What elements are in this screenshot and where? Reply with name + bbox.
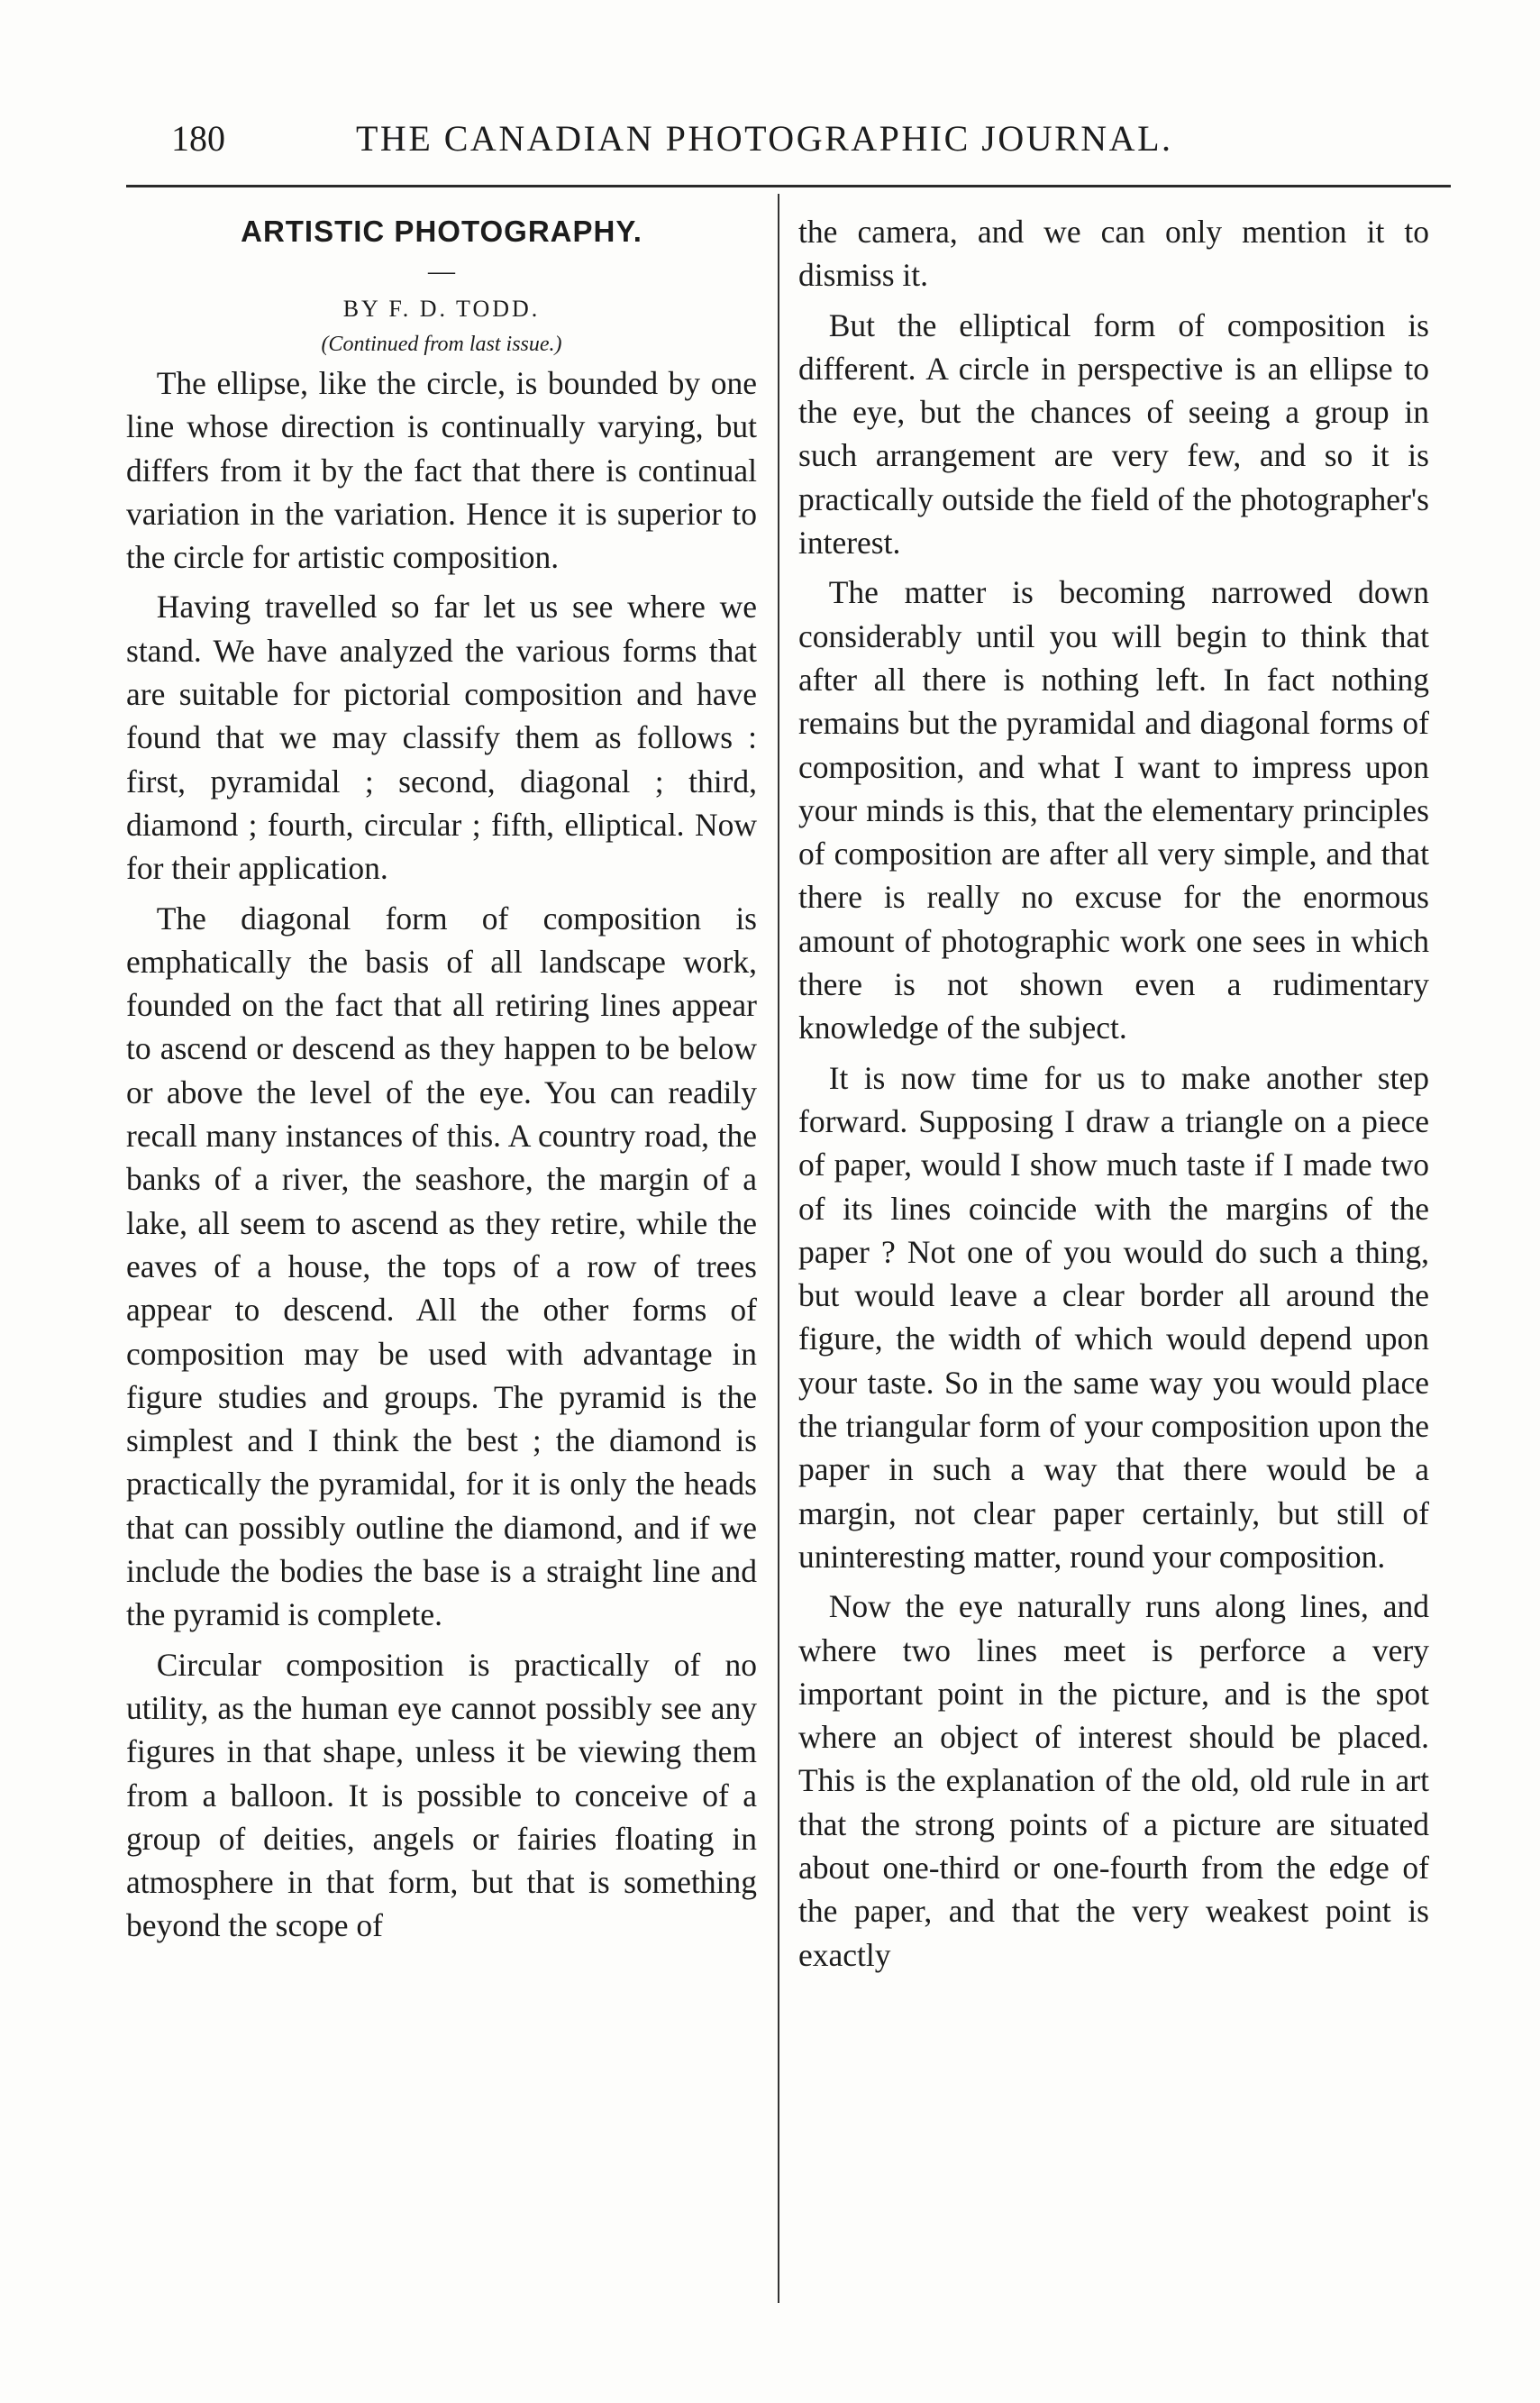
- journal-title: THE CANADIAN PHOTOGRAPHIC JOURNAL.: [356, 118, 1173, 159]
- header-rule: [126, 185, 1451, 187]
- paragraph: It is now time for us to make another step forward. Supposing I draw a triangle on a piece of paper, would I show much taste if I made two of its lines coincide with the margins of the paper ? Not one of you would do such a thing, but would leave a clear border all around the figure, the width of which would depend upon your taste. So in the same way you would place the triangular form of your composition upon the paper in such a way that there would be a margin, not clear paper certainly, but still of uninteresting matter, round your composition.: [798, 1059, 1429, 1575]
- byline: BY F. D. TODD.: [342, 296, 541, 322]
- right-column: [798, 210, 1429, 1977]
- left-column: [126, 210, 757, 1948]
- paragraph: The matter is becoming narrowed down considerably until you will begin to think that after all there is nothing left. In fact nothing remains but the pyramidal and diagonal forms of composition, and what I want to impress upon your minds is this, that the elementary principles of composition are after all very simple, and that there is really no excuse for the enormous amount of photographic work one sees in which there is not shown even a rudimentary knowledge of the subject.: [798, 574, 1429, 1046]
- paragraph: Having travelled so far let us see where we stand. We have analyzed the various forms that are suitable for pictorial composition and have found that we may classify them as follows : first, pyramidal ; second, diagonal ; third, diamond ; fourth, circular ; fifth, elliptical. Now for their application.: [126, 589, 757, 887]
- article-title: ARTISTIC PHOTOGRAPHY.: [241, 215, 642, 248]
- paragraph: But the elliptical form of composition is different. A circle in perspective is an ellipse to the eye, but the chances of seeing a group in such arrangement are very few, and so it is practically outside the field of the photographer's interest.: [798, 306, 1429, 562]
- column-divider: [778, 194, 779, 2303]
- paragraph: The ellipse, like the circle, is bounded by one line whose direction is continually varying, but differs from it by the fact that there is continual variation in the variation. Hence it is superior to the circle for artistic composition.: [126, 365, 757, 576]
- continued-note: (Continued from last issue.): [321, 333, 562, 356]
- paragraph: Circular composition is practically of no utility, as the human eye cannot possibly see any figures in that shape, unless it be viewing them from a balloon. It is possible to conceive of a group of deities, angels or fairies floating in atmosphere in that form, but that is something beyond the scope of: [126, 1646, 757, 1944]
- paragraph: The diagonal form of composition is emphatically the basis of all landscape work, founded on the fact that all retiring lines appear to ascend or descend as they happen to be below or above the level of the eye. You can readily recall many instances of this. A country road, the banks of a river, the seashore, the margin of a lake, all seem to ascend as they retire, while the eaves of a house, the tops of a row of trees appear to descend. All the other forms of composition may be used with advantage in figure studies and groups. The pyramid is the simplest and I think the best ; the diamond is practically the pyramidal, for it is only the heads that can possibly outline the diamond, and if we include the bodies the base is a straight line and the pyramid is complete.: [126, 900, 757, 1633]
- page-number: 180: [171, 118, 225, 159]
- paragraph: Now the eye naturally runs along lines, and where two lines meet is perforce a very important point in the picture, and is the spot where an object of interest should be placed. This is the explanation of the old, old rule in art that the strong points of a picture are situated about one-third or one-fourth from the edge of the paper, and that the very weakest point is exactly: [798, 1588, 1429, 1973]
- title-dash: —: [428, 256, 455, 286]
- paragraph-continuation: the camera, and we can only mention it to dismiss it.: [798, 214, 1429, 294]
